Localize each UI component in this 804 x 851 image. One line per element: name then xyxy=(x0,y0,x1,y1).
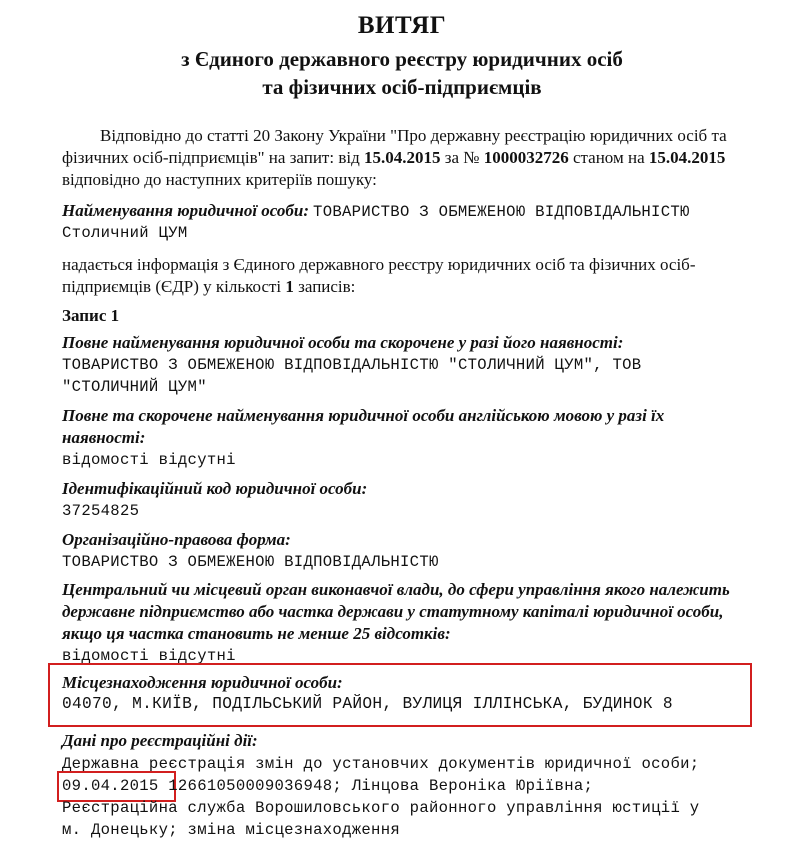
registration-date: 09.04.2015 xyxy=(62,777,159,795)
document-title: ВИТЯГ xyxy=(357,12,447,39)
legal-form-label: Організаційно-правова форма: xyxy=(62,530,291,549)
criteria-value: ТОВАРИСТВО З ОБМЕЖЕНОЮ ВІДПОВІДАЛЬНІСТЮ xyxy=(313,203,690,221)
criteria-label: Найменування юридичної особи: xyxy=(62,201,310,220)
location-label: Місцезнаходження юридичної особи: xyxy=(62,673,343,692)
legal-form-value: ТОВАРИСТВО З ОБМЕЖЕНОЮ ВІДПОВІДАЛЬНІСТЮ xyxy=(62,553,439,571)
code-value: 37254825 xyxy=(62,502,140,520)
location-value: 04070, М.КИЇВ, ПОДІЛЬСЬКИЙ РАЙОН, ВУЛИЦЯ ІЛЛІНСЬКА, БУДИНОК 8 xyxy=(62,695,673,713)
criteria-line xyxy=(62,201,690,221)
request-date: 15.04.2015 xyxy=(363,148,441,167)
record-heading: Запис 1 xyxy=(62,306,120,325)
full-name-value-line-2: "СТОЛИЧНИЙ ЦУМ" xyxy=(62,378,207,396)
registration-line-2: 09.04.2015 12661050009036948; Лінцова Вероніка Юріївна; xyxy=(62,777,594,795)
intro-line-1: Відповідно до статті 20 Закону України "Про державну реєстрацію юридичних осіб та xyxy=(100,126,727,145)
as-of-date: 15.04.2015 xyxy=(648,148,726,167)
record-count: 1 xyxy=(285,277,294,296)
request-number: 1000032726 xyxy=(483,148,569,167)
registration-label: Дані про реєстраційні дії: xyxy=(62,731,258,750)
authority-label-line-3: якщо ця частка становить не менше 25 відсотків: xyxy=(62,624,451,643)
document-subtitle-line1: з Єдиного державного реєстру юридичних осіб xyxy=(181,47,623,71)
registration-line-4: м. Донецьку; зміна місцезнаходження xyxy=(62,821,401,839)
authority-value: відомості відсутні xyxy=(62,647,236,665)
criteria-value-line-2: Столичний ЦУМ xyxy=(62,224,188,242)
document-subtitle-line2: та фізичних осіб-підприємців xyxy=(262,75,542,99)
registration-line-3: Реєстраційна служба Ворошиловського районного управління юстиції у xyxy=(62,799,700,817)
intro-line-3: відповідно до наступних критеріїв пошуку: xyxy=(62,170,377,189)
code-label: Ідентифікаційний код юридичної особи: xyxy=(62,479,368,498)
authority-label-line-1: Центральний чи місцевий орган виконавчої влади, до сфери управління якого належить xyxy=(62,580,730,599)
info-line-1: надається інформація з Єдиного державного реєстру юридичних осіб та фізичних осіб- xyxy=(62,255,696,274)
intro-line-2: фізичних осіб-підприємців" на запит: від 15.04.2015 за № 1000032726 станом на 15.04.2015 xyxy=(62,148,726,167)
registration-line-1: Державна реєстрація змін до установчих документів юридичної особи; xyxy=(62,755,700,773)
full-name-label: Повне найменування юридичної особи та скорочене у разі його наявності: xyxy=(62,333,624,352)
english-name-label-line-2: наявності: xyxy=(62,428,146,447)
english-name-value: відомості відсутні xyxy=(62,451,236,469)
full-name-value-line-1: ТОВАРИСТВО З ОБМЕЖЕНОЮ ВІДПОВІДАЛЬНІСТЮ "СТОЛИЧНИЙ ЦУМ", ТОВ xyxy=(62,356,642,374)
english-name-label-line-1: Повне та скорочене найменування юридичної особи англійською мовою у разі їх xyxy=(62,406,665,425)
info-line-2: підприємців (ЄДР) у кількості 1 записів: xyxy=(62,277,356,296)
authority-label-line-2: державне підприємство або частка держави у статутному капіталі юридичної особи, xyxy=(62,602,724,621)
